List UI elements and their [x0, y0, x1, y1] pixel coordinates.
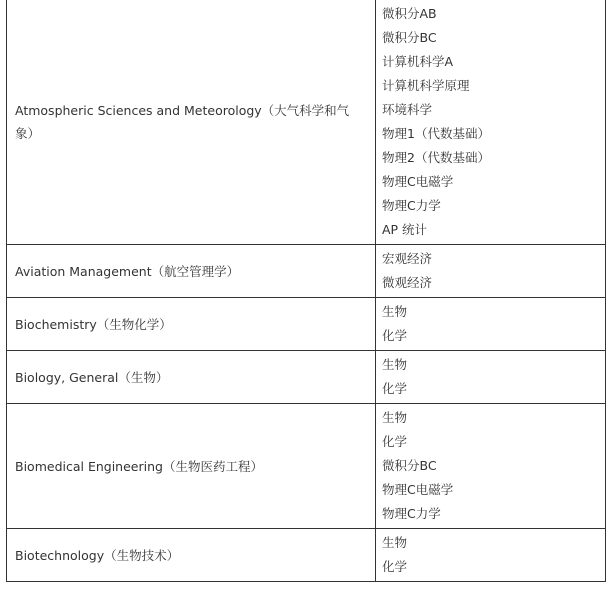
major-name: Atmospheric Sciences and Meteorology（大气科学和气象） — [15, 103, 350, 141]
course-item: 物理C力学 — [382, 506, 441, 521]
major-name: Biochemistry（生物化学） — [15, 316, 172, 332]
major-cell — [7, 529, 376, 582]
course-item: AP 统计 — [382, 222, 428, 237]
table-row — [7, 351, 606, 404]
courses-cell — [376, 245, 606, 298]
table-row — [7, 0, 606, 245]
course-item: 微积分BC — [382, 30, 437, 45]
course-item: 计算机科学原理 — [382, 78, 470, 93]
course-item: 微观经济 — [382, 275, 433, 290]
course-item: 微积分BC — [382, 458, 437, 473]
major-cell — [7, 351, 376, 404]
course-item: 化学 — [382, 328, 408, 343]
major-cell — [7, 245, 376, 298]
major-name: Biology, General（生物） — [15, 369, 169, 385]
major-name: Aviation Management（航空管理学） — [15, 263, 240, 279]
major-course-table — [6, 0, 606, 582]
course-item: 环境科学 — [382, 102, 433, 117]
major-name: Biomedical Engineering（生物医药工程） — [15, 458, 263, 474]
major-name: Biotechnology（生物技术） — [15, 547, 180, 563]
course-item: 物理1（代数基础） — [382, 126, 490, 141]
course-item: 物理2（代数基础） — [382, 150, 490, 165]
course-item: 宏观经济 — [382, 251, 433, 266]
courses-cell — [376, 351, 606, 404]
table-body — [7, 0, 606, 582]
courses-cell — [376, 404, 606, 529]
courses-cell — [376, 529, 606, 582]
course-item: 物理C电磁学 — [382, 482, 454, 497]
course-item: 生物 — [382, 410, 408, 425]
course-item: 物理C电磁学 — [382, 174, 454, 189]
table-row — [7, 245, 606, 298]
course-item: 生物 — [382, 357, 408, 372]
table-row — [7, 404, 606, 529]
table-row — [7, 298, 606, 351]
courses-cell — [376, 0, 606, 245]
course-item: 生物 — [382, 535, 408, 550]
courses-cell — [376, 298, 606, 351]
course-item: 生物 — [382, 304, 408, 319]
course-item: 化学 — [382, 559, 408, 574]
course-item: 计算机科学A — [382, 54, 454, 69]
course-item: 化学 — [382, 434, 408, 449]
major-cell — [7, 404, 376, 529]
major-cell — [7, 0, 376, 245]
course-item: 微积分AB — [382, 6, 437, 21]
major-cell — [7, 298, 376, 351]
table-row — [7, 529, 606, 582]
course-item: 化学 — [382, 381, 408, 396]
course-item: 物理C力学 — [382, 198, 441, 213]
